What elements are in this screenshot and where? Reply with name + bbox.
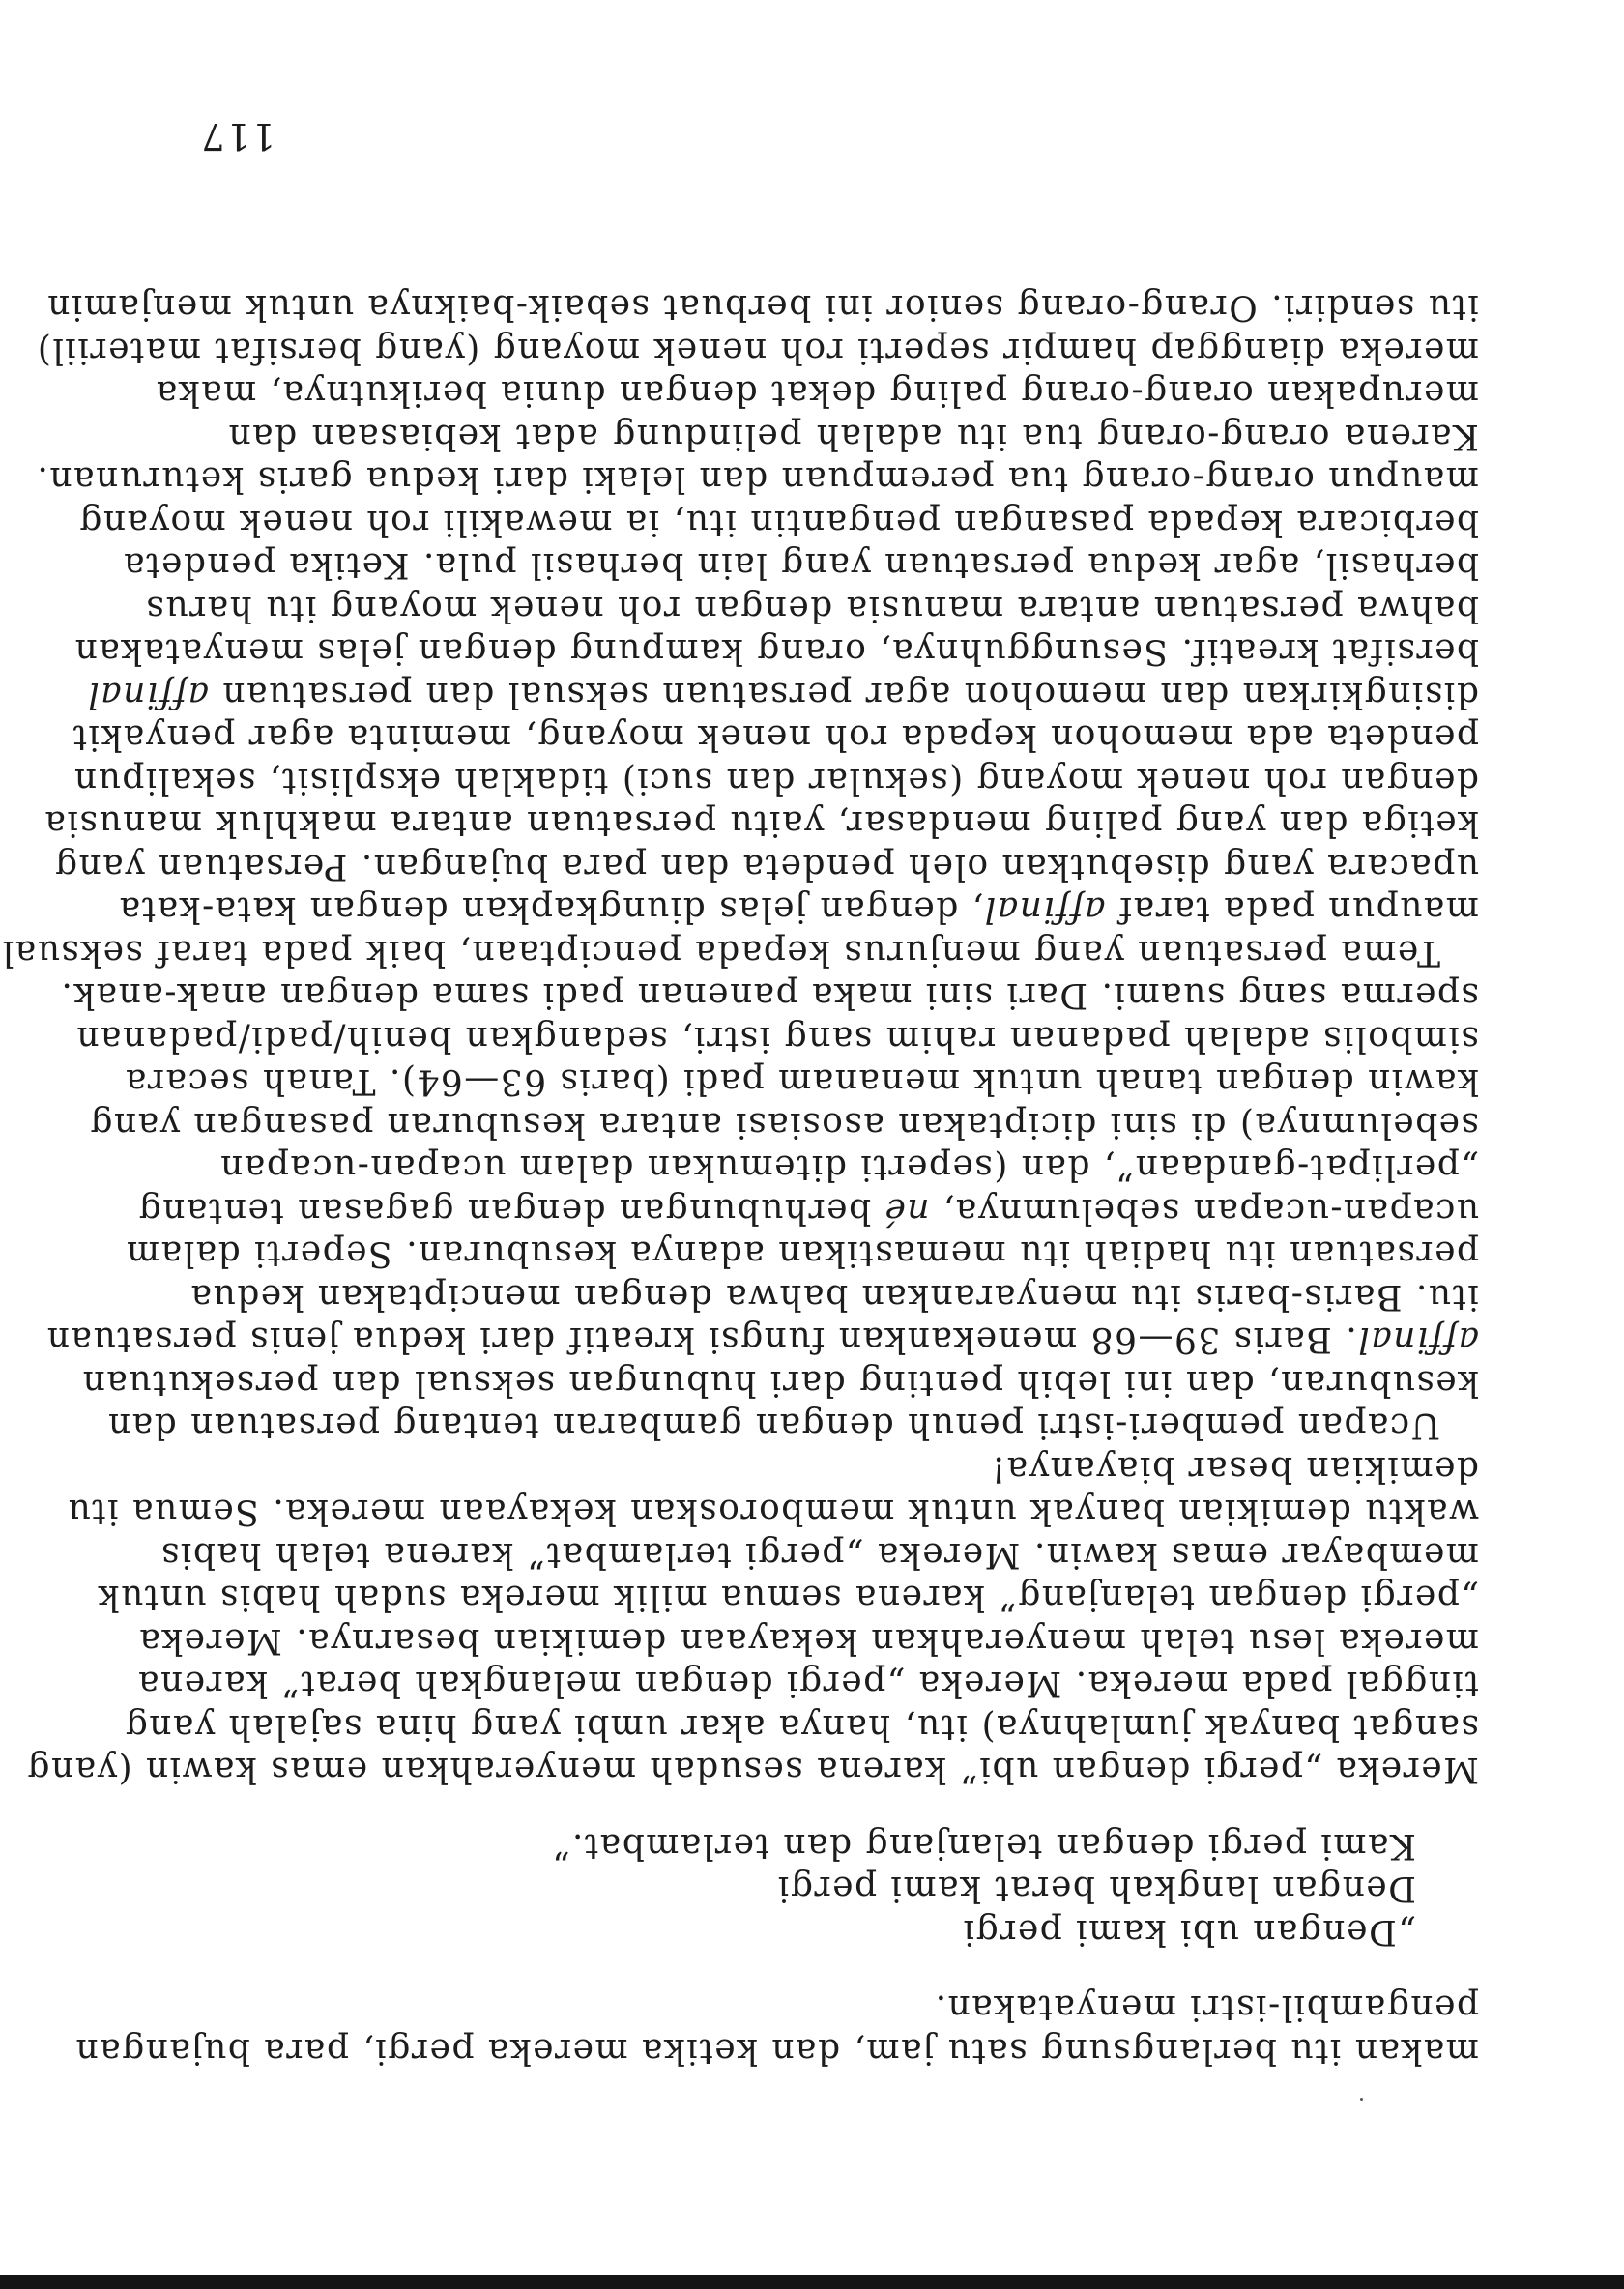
text-line: merupakan orang-orang paling dekat dengan dunia berikutnya, maka <box>155 373 1479 414</box>
text-line: membayar emas kawin. Mereka „pergi terlambat” karena telah habis <box>160 1535 1479 1575</box>
paragraph-3 <box>45 973 1479 1447</box>
text-line: mereka dianggap hampir seperti roh nenek moyang (yang bersifat materiil) <box>36 331 1479 370</box>
text-line: Tema persatuan yang menjurus kepada penciptaan, baik pada taraf seksual <box>1 933 1440 972</box>
paragraph-2 <box>26 1447 1479 1791</box>
text-line: kesuburan, dan ini lebih penting dari hubungan seksual dan persekutuan <box>81 1363 1479 1403</box>
text-line: sebelumnya) di sini diciptakan asosiasi antara kesuburan pasangan yang <box>89 1105 1479 1144</box>
text-line: tinggal pada mereka. Mereka „pergi dengan melangkah berat” karena <box>136 1664 1479 1704</box>
text-line: mereka lesu telah menyerahkan kekayaan demikian besarnya. Mereka <box>137 1621 1479 1661</box>
verse-line: Dengan langkah berat kami pergi <box>776 1869 1416 1909</box>
verse-block <box>227 1824 1479 1954</box>
text-line: simbolis adalah padanan rahim sang istri, sedangkan benih/padi/padanan <box>74 1019 1479 1058</box>
text-line: maupun orang-orang tua perempuan dan lelaki dari kedua garis keturunan. <box>35 459 1479 500</box>
text-line: Mereka „pergi dengan ubi” karena sesudah menyerahkan emas kawin (yang <box>26 1750 1479 1790</box>
text-line: itu sendiri. Orang-orang senior ini berbuat sebaik-baiknya untuk menjamin <box>45 287 1479 328</box>
text-line: „perlipat-gandaan”, dan (seperti ditemukan dalam ucapan-ucapan <box>218 1147 1479 1188</box>
text-line: ucapan-ucapan sebelumnya, né berhubungan dengan gagasan tentang <box>137 1191 1479 1231</box>
text-line: berbicara kepada pasangan pengantin itu, ia mewakili roh nenek moyang <box>77 503 1479 542</box>
page-number: 117 <box>199 115 276 158</box>
verse-line: Kami pergi dengan telanjang dan terlambat.” <box>551 1826 1416 1866</box>
text-line: pengambil-istri menyatakan. <box>934 1987 1479 2028</box>
text-line: bahwa persatuan antara manusia dengan roh nenek moyang itu harus <box>144 589 1479 628</box>
text-line: waktu demikian banyak untuk memboroskan kekayaan mereka. Semua itu <box>67 1492 1479 1532</box>
text-line: kawin dengan tanah untuk menanam padi (baris 63—64). Tanah secara <box>124 1061 1479 1102</box>
text-line: itu. Baris-baris itu menyarankan bahwa dengan menciptakan kedua <box>189 1277 1479 1317</box>
scan-speck <box>1360 2098 1363 2101</box>
scan-edge-band <box>0 2275 1624 2289</box>
paragraph-1 <box>74 1985 1479 2072</box>
text-line: berhasil, agar kedua persatuan yang lain berhasil pula. Ketika pendeta <box>122 545 1479 586</box>
text-line: disingkirkan dan memohon agar persatuan seksual dan persatuan affinal <box>86 675 1479 714</box>
text-line: pendeta ada memohon kepada roh nenek moyang, meminta agar penyakit <box>72 717 1479 758</box>
text-line: sangat banyak jumlahnya) itu, hanya akar umbi yang hina sajalah yang <box>124 1707 1479 1747</box>
text-line: affinal. Baris 39—68 menekankan fungsi kreatif dari kedua jenis persatuan <box>45 1319 1479 1360</box>
text-line: makan itu berlangsung satu jam, dan ketika mereka pergi, para bujangan <box>74 2031 1479 2071</box>
text-line: persatuan itu hadiah itu memastikan adanya kesuburan. Seperti dalam <box>125 1233 1479 1274</box>
text-line: maupun pada taraf affinal, dengan jelas diungkapkan dengan kata-kata <box>118 889 1479 930</box>
text-line: „pergi dengan telanjang” karena semua milik mereka sudah habis untuk <box>97 1578 1479 1618</box>
paragraph-4 <box>1 285 1479 973</box>
text-line: demikian besar biayanya! <box>990 1449 1479 1489</box>
verse-line: „Dengan ubi kami pergi <box>962 1912 1416 1952</box>
text-line: bersifat kreatif. Sesungguhnya, orang kampung dengan jelas menyatakan <box>73 631 1479 672</box>
text-line: ketiga dan yang paling mendasar, yaitu persatuan antara makhluk manusia <box>44 803 1479 844</box>
body-text <box>1 285 1479 2072</box>
text-line: sperma sang suami. Dari sini maka panenan padi sama dengan anak-anak. <box>59 975 1479 1016</box>
text-line: Ucapan pemberi-istri penuh dengan gambaran tentang persatuan dan <box>106 1405 1440 1446</box>
text-line: Karena orang-orang tua itu adalah pelindung adat kebiasaan dan <box>227 417 1479 456</box>
text-line: dengan roh nenek moyang (sekular dan suci) tidaklah eksplisit, sekalipun <box>72 761 1479 800</box>
text-line: upacara yang disebutkan oleh pendeta dan para bujangan. Persatuan yang <box>53 847 1479 886</box>
